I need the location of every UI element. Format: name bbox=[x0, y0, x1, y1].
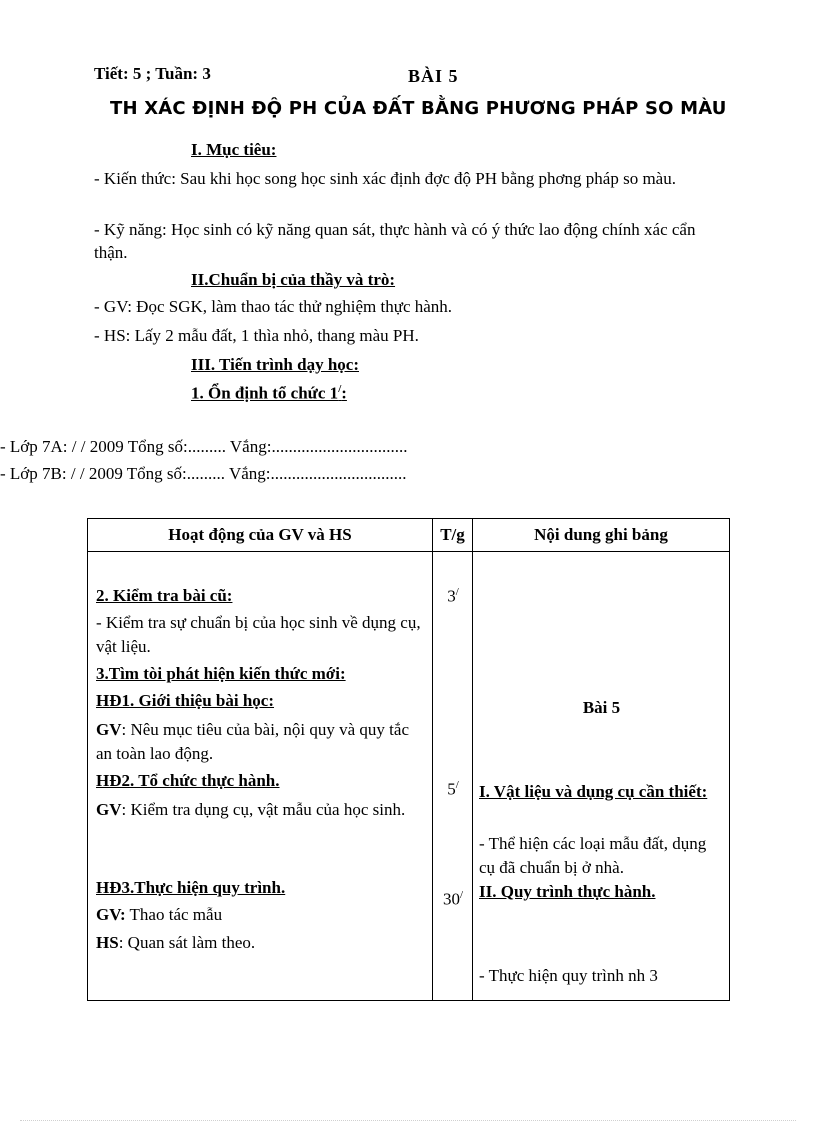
hd3-heading: HĐ3.Thực hiện quy trình. bbox=[96, 878, 286, 897]
hd3-gv-text bbox=[96, 905, 222, 925]
new-knowledge-heading: 3.Tìm tòi phát hiện kiến thức mới: bbox=[96, 664, 346, 683]
process-step1 bbox=[191, 383, 347, 404]
hd3-hs-text bbox=[96, 933, 255, 953]
time-number: 5 bbox=[447, 779, 456, 799]
materials-heading: I. Vật liệu và dụng cụ cần thiết: bbox=[479, 782, 708, 801]
hd1-gv-body: : Nêu mục tiêu của bài, nội quy và quy tắc an toàn lao động. bbox=[96, 720, 409, 763]
page-bottom-divider bbox=[20, 1120, 796, 1121]
time-unit: / bbox=[455, 779, 459, 791]
time-unit: / bbox=[459, 889, 464, 901]
class-row bbox=[0, 464, 816, 488]
procedure-text: - Thực hiện quy trình nh 3 bbox=[479, 966, 658, 985]
class-total: Tổng số:......... bbox=[127, 437, 226, 456]
time-value bbox=[437, 779, 469, 800]
class-date: / 2009 bbox=[79, 464, 123, 483]
class-absent: Vắng:................................ bbox=[228, 464, 407, 483]
objectives-skill: - Kỹ năng: Học sinh có kỹ năng quan sát, thực hành và có ý thức lao động chính xác cẩn thận. bbox=[94, 220, 696, 262]
class-date: / 2009 bbox=[80, 437, 124, 456]
hd1-gv-text bbox=[96, 718, 426, 766]
class-label: - Lớp 7A: bbox=[0, 437, 68, 456]
content-cell bbox=[473, 552, 730, 1001]
hd2-gv-text bbox=[96, 798, 426, 822]
class-label: - Lớp 7B: bbox=[0, 464, 67, 483]
time-value bbox=[437, 586, 469, 607]
time-value bbox=[437, 889, 469, 910]
hd3-hs-label: HS bbox=[96, 933, 119, 952]
content-lesson-title: Bài 5 bbox=[582, 698, 621, 717]
class-absent: Vắng:................................ bbox=[229, 437, 408, 456]
column-header-time: T/g bbox=[433, 519, 473, 552]
hd1-heading: HĐ1. Giới thiệu bài học: bbox=[96, 691, 275, 710]
period-week-label: Tiết: 5 ; Tuần: 3 bbox=[94, 64, 211, 83]
column-header-content: Nội dung ghi bảng bbox=[473, 519, 730, 552]
time-cell bbox=[433, 552, 473, 1001]
preparation-teacher: - GV: Đọc SGK, làm thao tác thử nghiệm thực hành. bbox=[94, 297, 453, 316]
class-row bbox=[0, 437, 816, 461]
process-step1-text: 1. Ổn định tổ chức 1 bbox=[191, 383, 339, 403]
class-date-slash: / bbox=[70, 464, 76, 483]
table-body-row bbox=[88, 552, 730, 1001]
objectives-knowledge: - Kiến thức: Sau khi học song học sinh xác định đợc độ PH bằng phơng pháp so màu. bbox=[94, 169, 676, 188]
hd3-gv-body: Thao tác mẫu bbox=[125, 905, 223, 924]
hd1-gv-label: GV bbox=[96, 720, 122, 739]
preparation-heading: II.Chuẩn bị của thầy và trò: bbox=[191, 270, 396, 289]
page-title: TH XÁC ĐỊNH ĐỘ PH CỦA ĐẤT BẰNG PHƯƠNG PHÁP SO MÀU bbox=[110, 98, 727, 119]
class-date-slash: / bbox=[71, 437, 77, 456]
lesson-number: BÀI 5 bbox=[408, 66, 459, 86]
procedure-heading: II. Quy trình thực hành. bbox=[479, 882, 656, 901]
objectives-heading: I. Mục tiêu: bbox=[191, 140, 277, 159]
class-total: Tổng số:......... bbox=[126, 464, 226, 483]
hd2-gv-body: : Kiểm tra dụng cụ, vật mẫu của học sinh. bbox=[121, 800, 406, 819]
process-step1-colon: : bbox=[341, 383, 347, 403]
hd2-heading: HĐ2. Tổ chức thực hành. bbox=[96, 771, 280, 790]
preparation-student: - HS: Lấy 2 mẫu đất, 1 thìa nhỏ, thang màu PH. bbox=[94, 326, 419, 345]
materials-text: - Thể hiện các loại mẫu đất, dụng cụ đã chuẩn bị ở nhà. bbox=[479, 834, 707, 877]
check-heading: 2. Kiểm tra bài cũ: bbox=[96, 586, 233, 605]
process-step1-unit: / bbox=[338, 383, 342, 395]
table-header-row bbox=[88, 519, 730, 552]
check-text: - Kiểm tra sự chuẩn bị của học sinh về dụng cụ, vật liệu. bbox=[96, 613, 421, 656]
column-header-activities: Hoạt động của GV và HS bbox=[88, 519, 433, 552]
time-number: 3 bbox=[447, 586, 456, 606]
hd3-hs-body: : Quan sát làm theo. bbox=[118, 933, 256, 952]
time-unit: / bbox=[455, 586, 459, 598]
hd2-gv-label: GV bbox=[96, 800, 122, 819]
activities-cell bbox=[88, 552, 433, 1001]
hd3-gv-label: GV: bbox=[96, 905, 126, 924]
process-heading: III. Tiến trình dạy học: bbox=[191, 355, 359, 374]
time-number: 30 bbox=[442, 889, 460, 909]
lesson-plan-table bbox=[87, 518, 730, 1001]
